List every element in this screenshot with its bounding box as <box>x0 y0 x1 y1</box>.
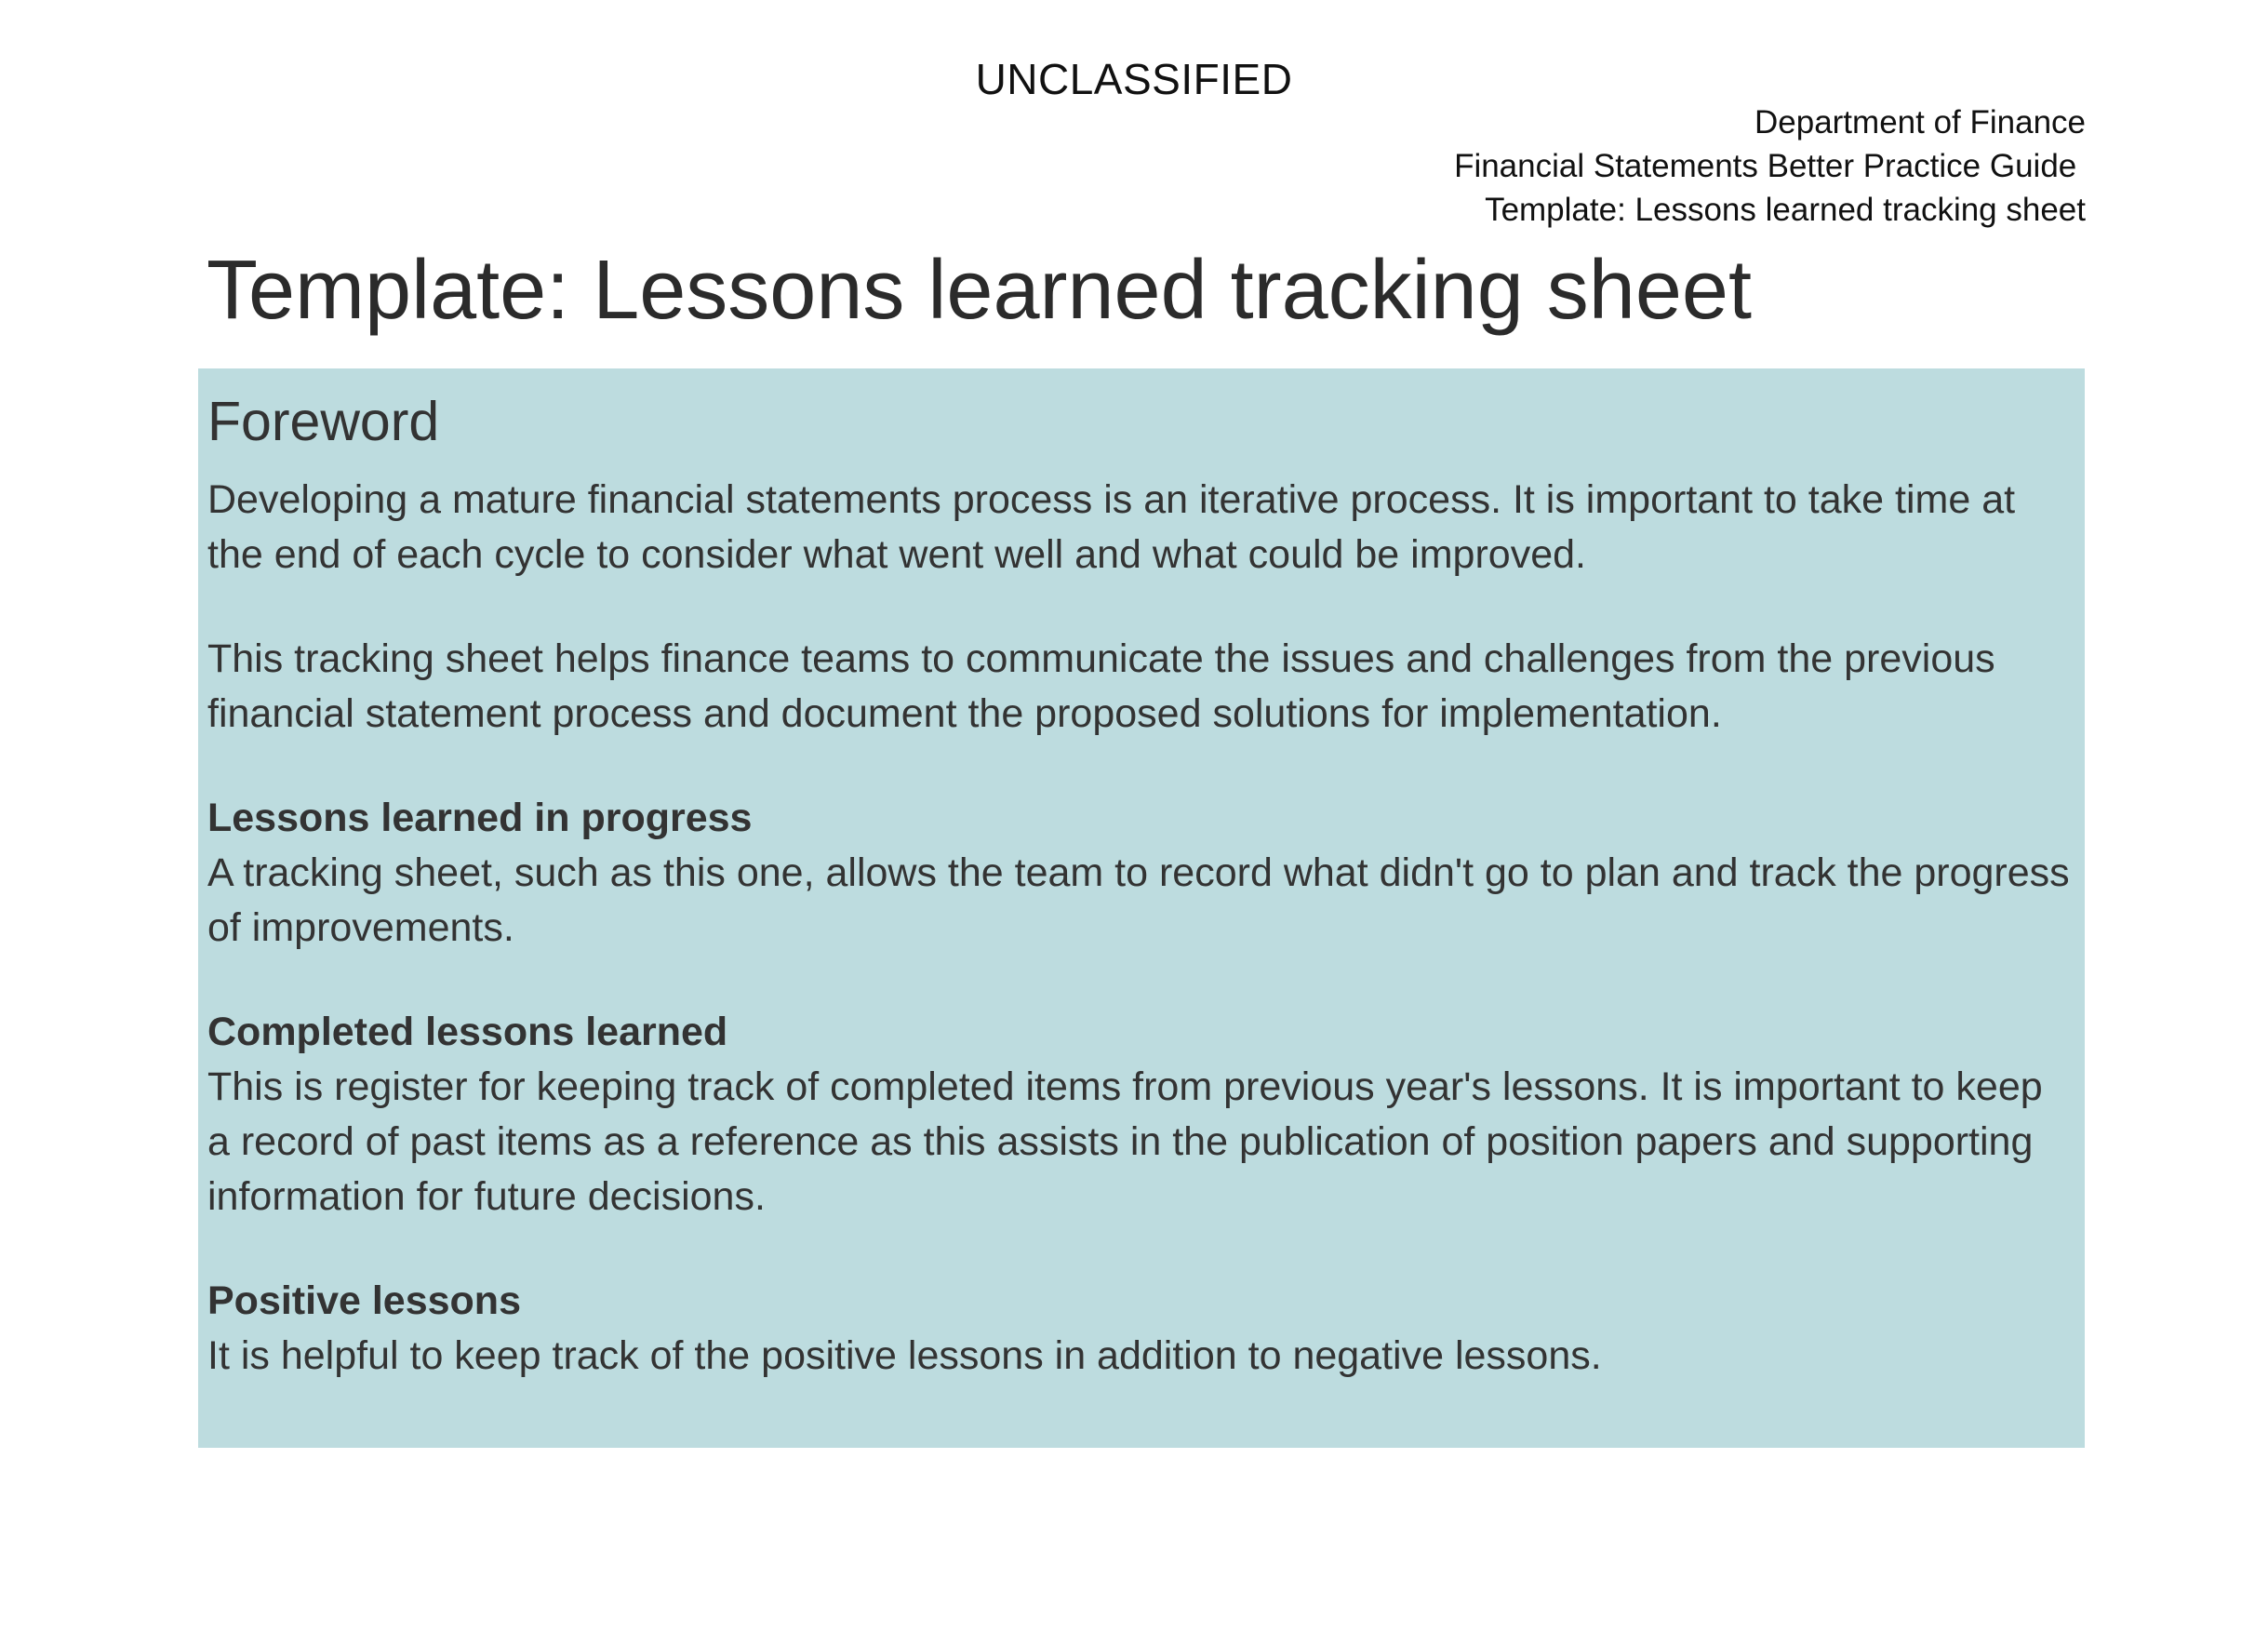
header-guide-title: Financial Statements Better Practice Guide <box>1454 148 2086 184</box>
header-template-name: Template: Lessons learned tracking sheet <box>1485 192 2086 228</box>
document-header <box>1454 100 2086 232</box>
foreword-panel <box>198 368 2085 1448</box>
section-heading-completed: Completed lessons learned <box>207 1010 728 1054</box>
classification-marking: UNCLASSIFIED <box>975 55 1293 103</box>
section-text-in-progress: A tracking sheet, such as this one, allows the team to record what didn't go to plan and track the progress of improvements. <box>207 850 2070 950</box>
header-department: Department of Finance <box>1754 104 2086 141</box>
section-heading-in-progress: Lessons learned in progress <box>207 796 753 840</box>
page-title: Template: Lessons learned tracking sheet <box>207 244 1752 337</box>
section-text-completed: This is register for keeping track of completed items from previous year's lessons. It is important to keep a record of past items as a reference as this assists in the publication of position papers and supporting information for future decisions. <box>207 1064 2043 1219</box>
foreword-paragraph-2: This tracking sheet helps finance teams to communicate the issues and challenges from the previous financial statement process and document the proposed solutions for implementation. <box>207 636 1995 736</box>
section-text-positive: It is helpful to keep track of the positive lessons in addition to negative lessons. <box>207 1333 1602 1378</box>
foreword-heading: Foreword <box>207 391 440 452</box>
foreword-paragraph-1: Developing a mature financial statements process is an iterative process. It is important to take time at the end of each cycle to consider what went well and what could be improved. <box>207 477 2016 577</box>
section-heading-positive: Positive lessons <box>207 1278 521 1323</box>
